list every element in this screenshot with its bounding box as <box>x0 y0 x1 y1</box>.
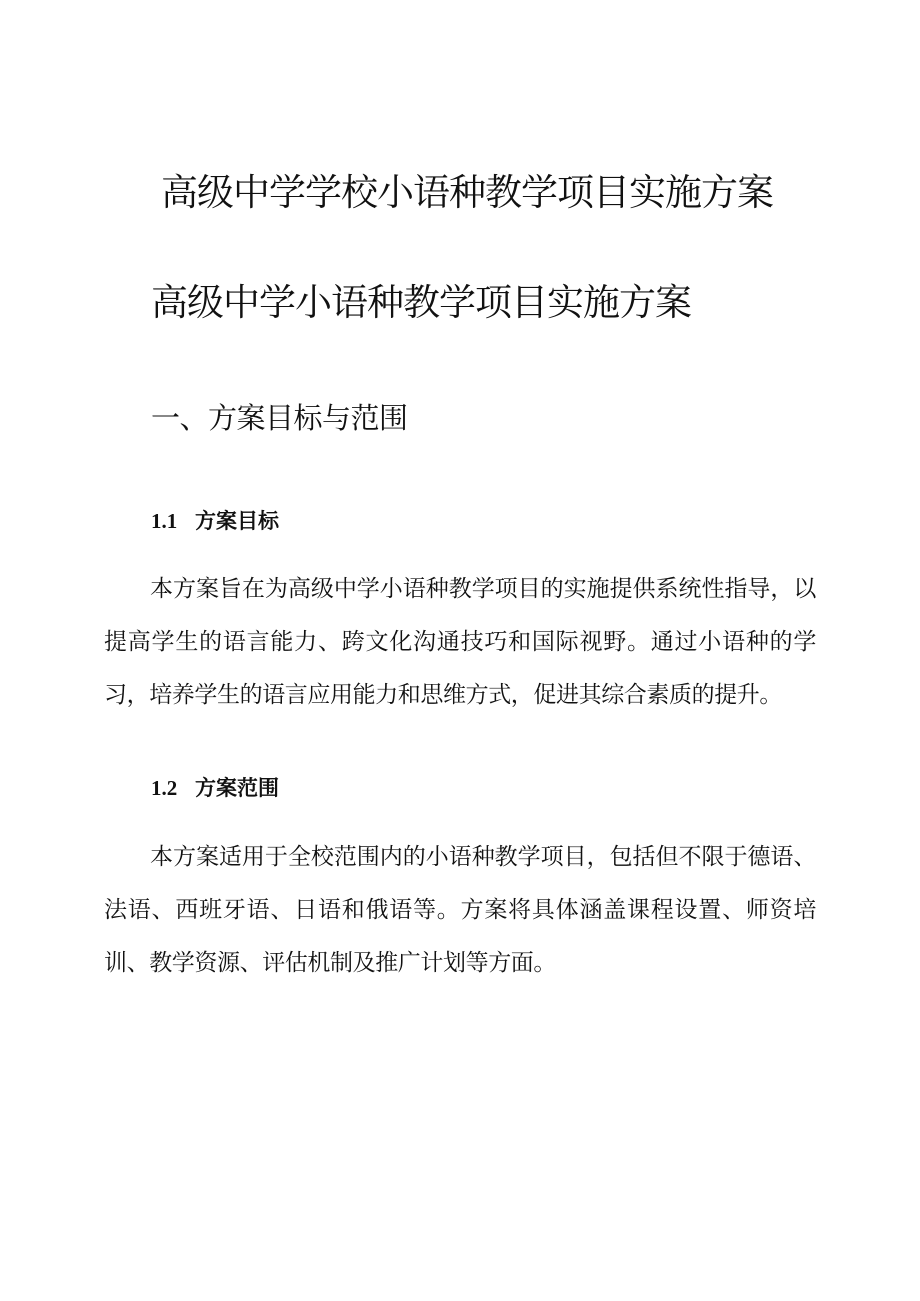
subsection-title: 方案目标 <box>195 509 279 533</box>
document-title: 高级中学学校小语种教学项目实施方案 <box>161 171 773 214</box>
subsection-number: 1.2 <box>151 776 178 800</box>
subsection-heading-goals <box>151 506 279 536</box>
goals-paragraph: 本方案旨在为高级中学小语种教学项目的实施提供系统性指导，以提高学生的语言能力、跨文化沟通技巧和国际视野。通过小语种的学习，培养学生的语言应用能力和思维方式，促进其综合素质的提升。 <box>104 576 816 708</box>
document-subtitle: 高级中学小语种教学项目实施方案 <box>151 281 691 324</box>
scope-paragraph: 本方案适用于全校范围内的小语种教学项目，包括但不限于德语、法语、西班牙语、日语和俄语等。方案将具体涵盖课程设置、师资培训、教学资源、评估机制及推广计划等方面。 <box>104 844 816 976</box>
subsection-number: 1.1 <box>151 509 178 533</box>
section-heading-goals-and-scope: 一、方案目标与范围 <box>151 401 408 435</box>
subsection-heading-scope <box>151 773 279 803</box>
subsection-title: 方案范围 <box>195 776 279 800</box>
